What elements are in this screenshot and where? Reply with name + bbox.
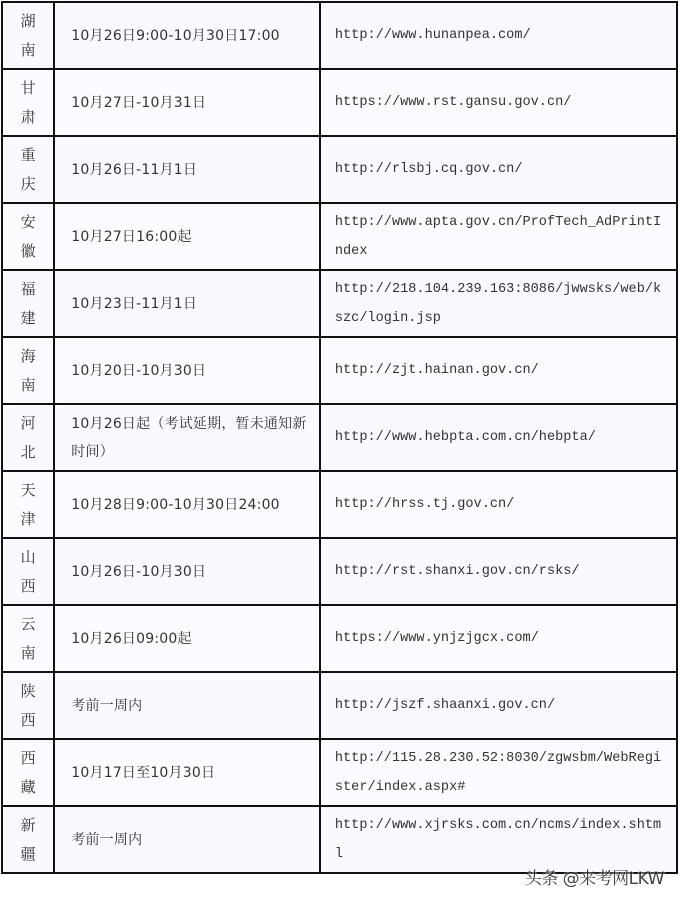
table-row xyxy=(2,337,677,404)
table-row xyxy=(2,538,677,605)
province-char-1: 湖 xyxy=(20,11,36,30)
province-char-2: 南 xyxy=(20,40,36,59)
url-cell xyxy=(320,471,677,538)
province-char-1: 海 xyxy=(20,346,36,365)
print-url-link[interactable]: http://rst.shanxi.gov.cn/rsks/ xyxy=(334,564,580,579)
province-cell xyxy=(2,270,54,337)
table-row xyxy=(2,2,677,69)
print-url-link[interactable]: http://www.apta.gov.cn/ProfTech_AdPrintIndex xyxy=(334,214,662,259)
print-time-cell: 10月27日-10月31日 xyxy=(54,69,320,136)
province-char-2: 西 xyxy=(20,576,36,595)
province-cell xyxy=(2,739,54,806)
url-cell xyxy=(320,136,677,203)
url-cell xyxy=(320,739,677,806)
table-row xyxy=(2,270,677,337)
table-row xyxy=(2,203,677,270)
province-char-1: 新 xyxy=(20,815,36,834)
province-char-1: 云 xyxy=(20,614,36,633)
province-cell xyxy=(2,69,54,136)
print-time-cell: 10月26日-10月30日 xyxy=(54,538,320,605)
table-row xyxy=(2,404,677,471)
print-url-link[interactable]: http://jszf.shaanxi.gov.cn/ xyxy=(334,698,556,713)
watermark: 头条 @来考网LKW xyxy=(524,869,664,889)
province-cell xyxy=(2,605,54,672)
print-url-link[interactable]: http://rlsbj.cq.gov.cn/ xyxy=(334,162,523,177)
province-char-2: 庆 xyxy=(20,174,36,193)
province-cell xyxy=(2,136,54,203)
province-cell xyxy=(2,2,54,69)
province-cell xyxy=(2,337,54,404)
province-cell xyxy=(2,538,54,605)
province-char-1: 西 xyxy=(20,748,36,767)
url-cell xyxy=(320,2,677,69)
print-time-cell: 10月20日-10月30日 xyxy=(54,337,320,404)
url-cell xyxy=(320,270,677,337)
table-row xyxy=(2,672,677,739)
print-time-cell: 10月28日9:00-10月30日24:00 xyxy=(54,471,320,538)
province-char-2: 南 xyxy=(20,643,36,662)
province-cell xyxy=(2,404,54,471)
print-time-cell: 10月17日至10月30日 xyxy=(54,739,320,806)
print-url-link[interactable]: http://218.104.239.163:8086/jwwsks/web/kszc/login.jsp xyxy=(334,281,662,326)
print-time-cell: 10月26日-11月1日 xyxy=(54,136,320,203)
print-url-link[interactable]: http://www.hebpta.com.cn/hebpta/ xyxy=(334,430,596,445)
province-char-1: 福 xyxy=(20,279,36,298)
url-cell xyxy=(320,203,677,270)
url-cell xyxy=(320,69,677,136)
province-char-2: 津 xyxy=(20,509,36,528)
province-cell xyxy=(2,471,54,538)
print-time-cell: 10月27日16:00起 xyxy=(54,203,320,270)
province-char-2: 建 xyxy=(20,308,36,327)
table-row xyxy=(2,69,677,136)
province-cell xyxy=(2,203,54,270)
table-body xyxy=(2,2,677,873)
print-url-link[interactable]: http://www.xjrsks.com.cn/ncms/index.shtml xyxy=(334,817,662,862)
province-char-1: 安 xyxy=(20,212,36,231)
print-url-link[interactable]: http://www.hunanpea.com/ xyxy=(334,28,531,43)
province-char-2: 北 xyxy=(20,442,36,461)
print-time-cell: 10月26日起（考试延期，暂未通知新时间） xyxy=(54,404,320,471)
print-url-link[interactable]: http://115.28.230.52:8030/zgwsbm/WebRegister/index.aspx# xyxy=(334,750,662,795)
province-char-1: 重 xyxy=(20,145,36,164)
table-row xyxy=(2,739,677,806)
province-char-1: 陕 xyxy=(20,681,36,700)
url-cell xyxy=(320,672,677,739)
province-char-2: 疆 xyxy=(20,844,36,863)
admission-ticket-table xyxy=(1,1,678,874)
province-char-2: 南 xyxy=(20,375,36,394)
province-char-1: 甘 xyxy=(20,78,36,97)
print-time-cell: 10月23日-11月1日 xyxy=(54,270,320,337)
print-time-cell: 考前一周内 xyxy=(54,672,320,739)
province-char-1: 天 xyxy=(20,480,36,499)
url-cell xyxy=(320,404,677,471)
url-cell xyxy=(320,806,677,873)
print-time-cell: 10月26日9:00-10月30日17:00 xyxy=(54,2,320,69)
table-row xyxy=(2,806,677,873)
province-char-2: 西 xyxy=(20,710,36,729)
province-char-1: 河 xyxy=(20,413,36,432)
print-url-link[interactable]: http://hrss.tj.gov.cn/ xyxy=(334,497,515,512)
province-cell xyxy=(2,806,54,873)
print-time-cell: 考前一周内 xyxy=(54,806,320,873)
print-url-link[interactable]: http://zjt.hainan.gov.cn/ xyxy=(334,363,539,378)
province-cell xyxy=(2,672,54,739)
province-char-2: 藏 xyxy=(20,777,36,796)
url-cell xyxy=(320,538,677,605)
url-cell xyxy=(320,337,677,404)
print-url-link[interactable]: https://www.rst.gansu.gov.cn/ xyxy=(334,95,572,110)
print-time-cell: 10月26日09:00起 xyxy=(54,605,320,672)
table-row xyxy=(2,605,677,672)
province-char-2: 徽 xyxy=(20,241,36,260)
url-cell xyxy=(320,605,677,672)
province-char-1: 山 xyxy=(20,547,36,566)
table-row xyxy=(2,471,677,538)
table-row xyxy=(2,136,677,203)
print-url-link[interactable]: https://www.ynjzjgcx.com/ xyxy=(334,631,539,646)
province-char-2: 肃 xyxy=(20,107,36,126)
